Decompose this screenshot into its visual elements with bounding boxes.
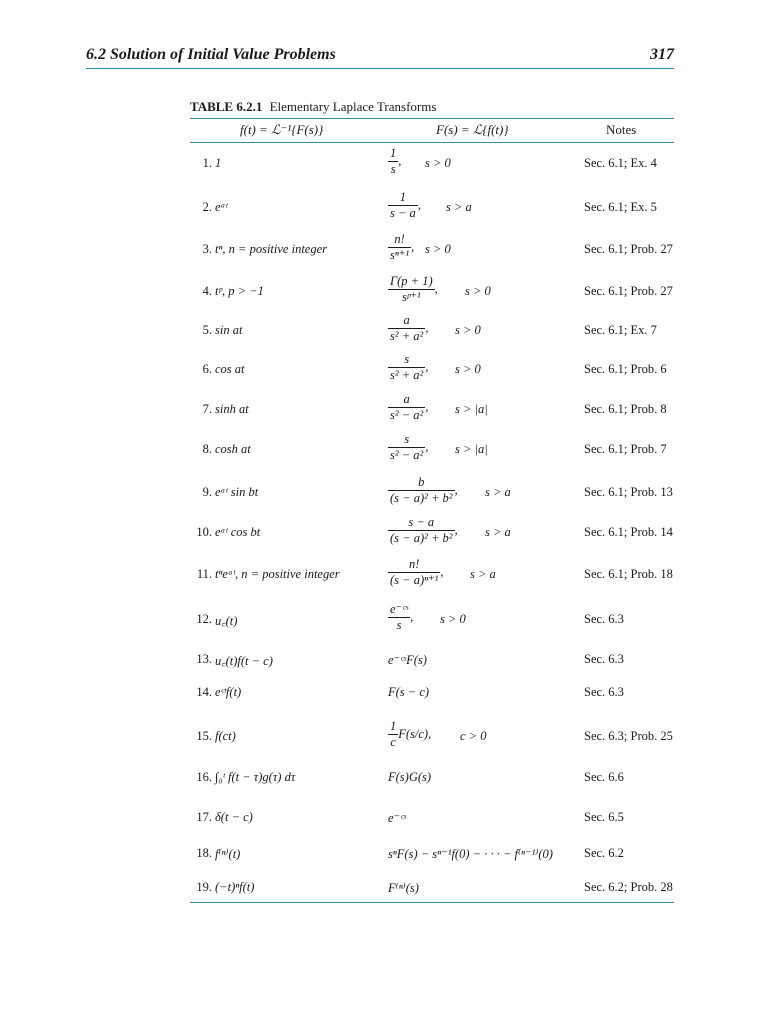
- transform-tail: ,: [425, 440, 429, 454]
- domain-condition: s > 0: [455, 323, 481, 337]
- domain-condition: s > a: [485, 485, 511, 499]
- transform-tail: ,: [411, 240, 415, 254]
- transform-tail: ,: [425, 400, 429, 414]
- laplace-transform: [388, 476, 458, 505]
- fraction: [388, 191, 418, 220]
- fraction-numerator: a: [388, 314, 425, 329]
- fraction: [388, 476, 455, 505]
- reference-note: Sec. 6.3; Prob. 25: [584, 729, 673, 743]
- domain-condition: s > 0: [425, 242, 451, 256]
- reference-note: Sec. 6.1; Prob. 27: [584, 242, 673, 256]
- time-function: ∫₀ᵗ f(t − τ)g(τ) dτ: [215, 770, 296, 784]
- transform-tail: ,: [440, 565, 444, 579]
- row-number: 17.: [196, 810, 212, 824]
- row-number: 16.: [196, 770, 212, 784]
- time-function: tⁿ, n = positive integer: [215, 242, 328, 256]
- fraction-numerator: e⁻ᶜˢ: [390, 602, 409, 616]
- domain-condition: s > 0: [455, 362, 481, 376]
- time-function: sinh at: [215, 402, 249, 416]
- row-number: 7.: [202, 402, 212, 416]
- fraction-denominator: s: [390, 162, 396, 176]
- fraction-numerator: b: [388, 476, 455, 491]
- fraction-denominator: sᵖ⁺¹: [401, 290, 421, 304]
- fraction: [388, 558, 440, 587]
- time-function: u꜀(t): [215, 614, 238, 628]
- transform-tail: ,: [434, 282, 438, 296]
- time-function: f(ct): [215, 729, 236, 743]
- table-top-rule: [190, 118, 674, 119]
- reference-note: Sec. 6.1; Prob. 8: [584, 402, 667, 416]
- fraction-numerator: n!: [388, 558, 440, 573]
- fraction-denominator: s² + a²: [390, 368, 424, 382]
- laplace-transform: [388, 720, 431, 749]
- laplace-transform: [388, 433, 428, 462]
- time-function: cosh at: [215, 442, 251, 456]
- row-number: 8.: [202, 442, 212, 456]
- time-function: sin at: [215, 323, 243, 337]
- table-caption: [190, 99, 436, 115]
- laplace-transform: [388, 275, 438, 304]
- reference-note: Sec. 6.1; Ex. 5: [584, 200, 657, 214]
- fraction: [388, 147, 398, 176]
- time-function: (−t)ⁿf(t): [215, 880, 255, 894]
- running-header: [86, 46, 674, 68]
- fraction-numerator: Γ(p + 1): [390, 274, 433, 288]
- fraction-denominator: s − a: [390, 206, 416, 220]
- laplace-transform: [388, 516, 458, 545]
- row-number: 1.: [202, 156, 212, 170]
- fraction: [388, 393, 425, 422]
- fraction-denominator: s² + a²: [390, 329, 424, 343]
- time-function: tᵖ, p > −1: [215, 284, 264, 298]
- reference-note: Sec. 6.1; Prob. 13: [584, 485, 673, 499]
- fraction-denominator: s: [396, 618, 402, 632]
- laplace-transform: [388, 191, 421, 220]
- table-label: TABLE 6.2.1: [190, 99, 263, 114]
- time-function: u꜀(t)f(t − c): [215, 654, 273, 668]
- reference-note: Sec. 6.2; Prob. 28: [584, 880, 673, 894]
- transform-tail: ,: [398, 154, 402, 168]
- fraction-denominator: sⁿ⁺¹: [390, 248, 410, 262]
- time-function: tⁿeᵃᵗ, n = positive integer: [215, 567, 340, 581]
- fraction-denominator: (s − a)ⁿ⁺¹: [390, 573, 439, 587]
- domain-condition: s > 0: [440, 612, 466, 626]
- laplace-transform: [388, 393, 428, 422]
- table-header-rule: [190, 142, 674, 143]
- time-function: eᵃᵗ sin bt: [215, 485, 259, 499]
- row-number: 13.: [196, 652, 212, 666]
- time-function: 1: [215, 156, 222, 170]
- transform-tail: ,: [410, 610, 414, 624]
- row-number: 4.: [202, 284, 212, 298]
- fraction-numerator: a: [388, 393, 425, 408]
- time-function: f⁽ⁿ⁾(t): [215, 847, 241, 861]
- reference-note: Sec. 6.3: [584, 612, 624, 626]
- row-number: 6.: [202, 362, 212, 376]
- row-number: 11.: [196, 567, 212, 581]
- domain-condition: s > a: [485, 525, 511, 539]
- reference-note: Sec. 6.6: [584, 770, 624, 784]
- fraction: [388, 314, 425, 343]
- fraction-denominator: s² − a²: [390, 408, 424, 422]
- laplace-transform: [388, 353, 428, 382]
- reference-note: Sec. 6.1; Ex. 4: [584, 156, 657, 170]
- domain-condition: s > 0: [465, 284, 491, 298]
- section-title: 6.2 Solution of Initial Value Problems: [86, 46, 336, 63]
- row-number: 9.: [202, 485, 212, 499]
- domain-condition: s > |a|: [455, 442, 488, 456]
- fraction: [388, 603, 410, 632]
- fraction-numerator: n!: [388, 233, 411, 248]
- domain-condition: s > |a|: [455, 402, 488, 416]
- laplace-transform: e⁻ᶜˢF(s): [388, 653, 427, 667]
- fraction: [388, 353, 425, 382]
- domain-condition: c > 0: [460, 729, 487, 743]
- fraction-denominator: (s − a)² + b²: [390, 491, 453, 505]
- reference-note: Sec. 6.2: [584, 846, 624, 860]
- row-number: 19.: [196, 880, 212, 894]
- fraction-numerator: s: [388, 353, 425, 368]
- reference-note: Sec. 6.1; Prob. 14: [584, 525, 673, 539]
- fraction-numerator: s − a: [388, 516, 455, 531]
- reference-note: Sec. 6.5: [584, 810, 624, 824]
- time-function: eᶜᵗf(t): [215, 685, 242, 699]
- reference-note: Sec. 6.1; Ex. 7: [584, 323, 657, 337]
- laplace-transform: [388, 147, 401, 176]
- page-number: 317: [650, 46, 674, 63]
- time-function: cos at: [215, 362, 245, 376]
- header-rule: [86, 68, 674, 69]
- reference-note: Sec. 6.1; Prob. 18: [584, 567, 673, 581]
- table-title: Elementary Laplace Transforms: [269, 99, 437, 114]
- row-number: 10.: [196, 525, 212, 539]
- fraction: [388, 233, 411, 262]
- domain-condition: s > 0: [425, 156, 451, 170]
- transform-tail: ,: [425, 360, 429, 374]
- reference-note: Sec. 6.1; Prob. 7: [584, 442, 667, 456]
- transform-tail: ,: [425, 321, 429, 335]
- laplace-transform: e⁻ᶜˢ: [388, 811, 407, 825]
- column-header-notes: Notes: [606, 122, 637, 137]
- domain-condition: s > a: [470, 567, 496, 581]
- fraction-denominator: (s − a)² + b²: [390, 531, 453, 545]
- row-number: 18.: [196, 846, 212, 860]
- time-function: δ(t − c): [215, 810, 253, 824]
- column-header-f: f(t) = ℒ⁻¹{F(s)}: [240, 122, 324, 137]
- laplace-transform: F(s)G(s): [388, 770, 432, 784]
- transform-tail: ,: [454, 523, 458, 537]
- laplace-transform: sⁿF(s) − sⁿ⁻¹f(0) − · · · − f⁽ⁿ⁻¹⁾(0): [388, 847, 553, 861]
- fraction-numerator: s: [388, 433, 425, 448]
- fraction: [388, 720, 398, 749]
- row-number: 5.: [202, 323, 212, 337]
- fraction-denominator: c: [390, 735, 396, 749]
- fraction: [388, 433, 425, 462]
- laplace-transform: [388, 603, 413, 632]
- laplace-transform: F(s − c): [388, 685, 430, 699]
- laplace-transform: F⁽ⁿ⁾(s): [388, 881, 419, 895]
- laplace-transform: [388, 314, 428, 343]
- transform-tail: ,: [417, 198, 421, 212]
- row-number: 14.: [196, 685, 212, 699]
- transform-tail: F(s/c),: [398, 727, 432, 741]
- laplace-transform: [388, 558, 444, 587]
- reference-note: Sec. 6.1; Prob. 27: [584, 284, 673, 298]
- laplace-transform: [388, 233, 414, 262]
- domain-condition: s > a: [446, 200, 472, 214]
- fraction-numerator: 1: [390, 146, 397, 160]
- row-number: 3.: [202, 242, 212, 256]
- row-number: 12.: [196, 612, 212, 626]
- time-function: eᵃᵗ: [215, 200, 228, 214]
- row-number: 15.: [196, 729, 212, 743]
- reference-note: Sec. 6.3: [584, 652, 624, 666]
- fraction: [388, 516, 455, 545]
- time-function: eᵃᵗ cos bt: [215, 525, 261, 539]
- fraction: [388, 275, 435, 304]
- fraction-numerator: 1: [388, 191, 418, 206]
- fraction-denominator: s² − a²: [390, 448, 424, 462]
- reference-note: Sec. 6.1; Prob. 6: [584, 362, 667, 376]
- fraction-numerator: 1: [390, 719, 397, 733]
- transform-tail: ,: [454, 483, 458, 497]
- column-header-F: F(s) = ℒ{f(t)}: [436, 122, 509, 137]
- table-bottom-rule: [190, 902, 674, 903]
- reference-note: Sec. 6.3: [584, 685, 624, 699]
- row-number: 2.: [202, 200, 212, 214]
